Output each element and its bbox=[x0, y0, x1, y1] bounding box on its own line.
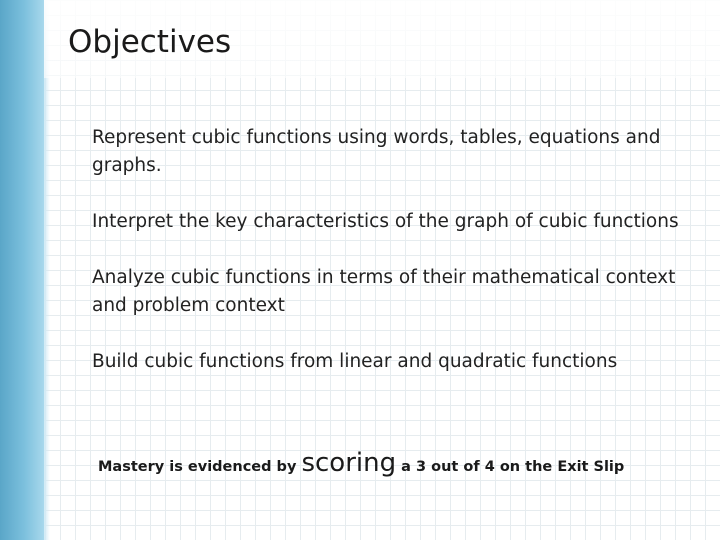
mastery-emphasis: scoring bbox=[301, 448, 397, 478]
objectives-list bbox=[92, 124, 712, 404]
objective-item: Interpret the key characteristics of the graph of cubic functions bbox=[92, 211, 679, 232]
objective-item: Build cubic functions from linear and quadratic functions bbox=[92, 351, 618, 372]
objective-item: Represent cubic functions using words, tables, equations and graphs. bbox=[92, 127, 661, 176]
mastery-statement bbox=[98, 448, 698, 478]
mastery-text-start: Mastery is evidenced by bbox=[98, 459, 302, 475]
mastery-text-end: a 3 out of 4 on the Exit Slip bbox=[396, 459, 625, 475]
decorative-left-band bbox=[0, 0, 44, 540]
objective-item: Analyze cubic functions in terms of their mathematical context and problem context bbox=[92, 267, 676, 316]
decorative-band-highlight bbox=[44, 0, 50, 540]
slide-title: Objectives bbox=[68, 24, 232, 60]
